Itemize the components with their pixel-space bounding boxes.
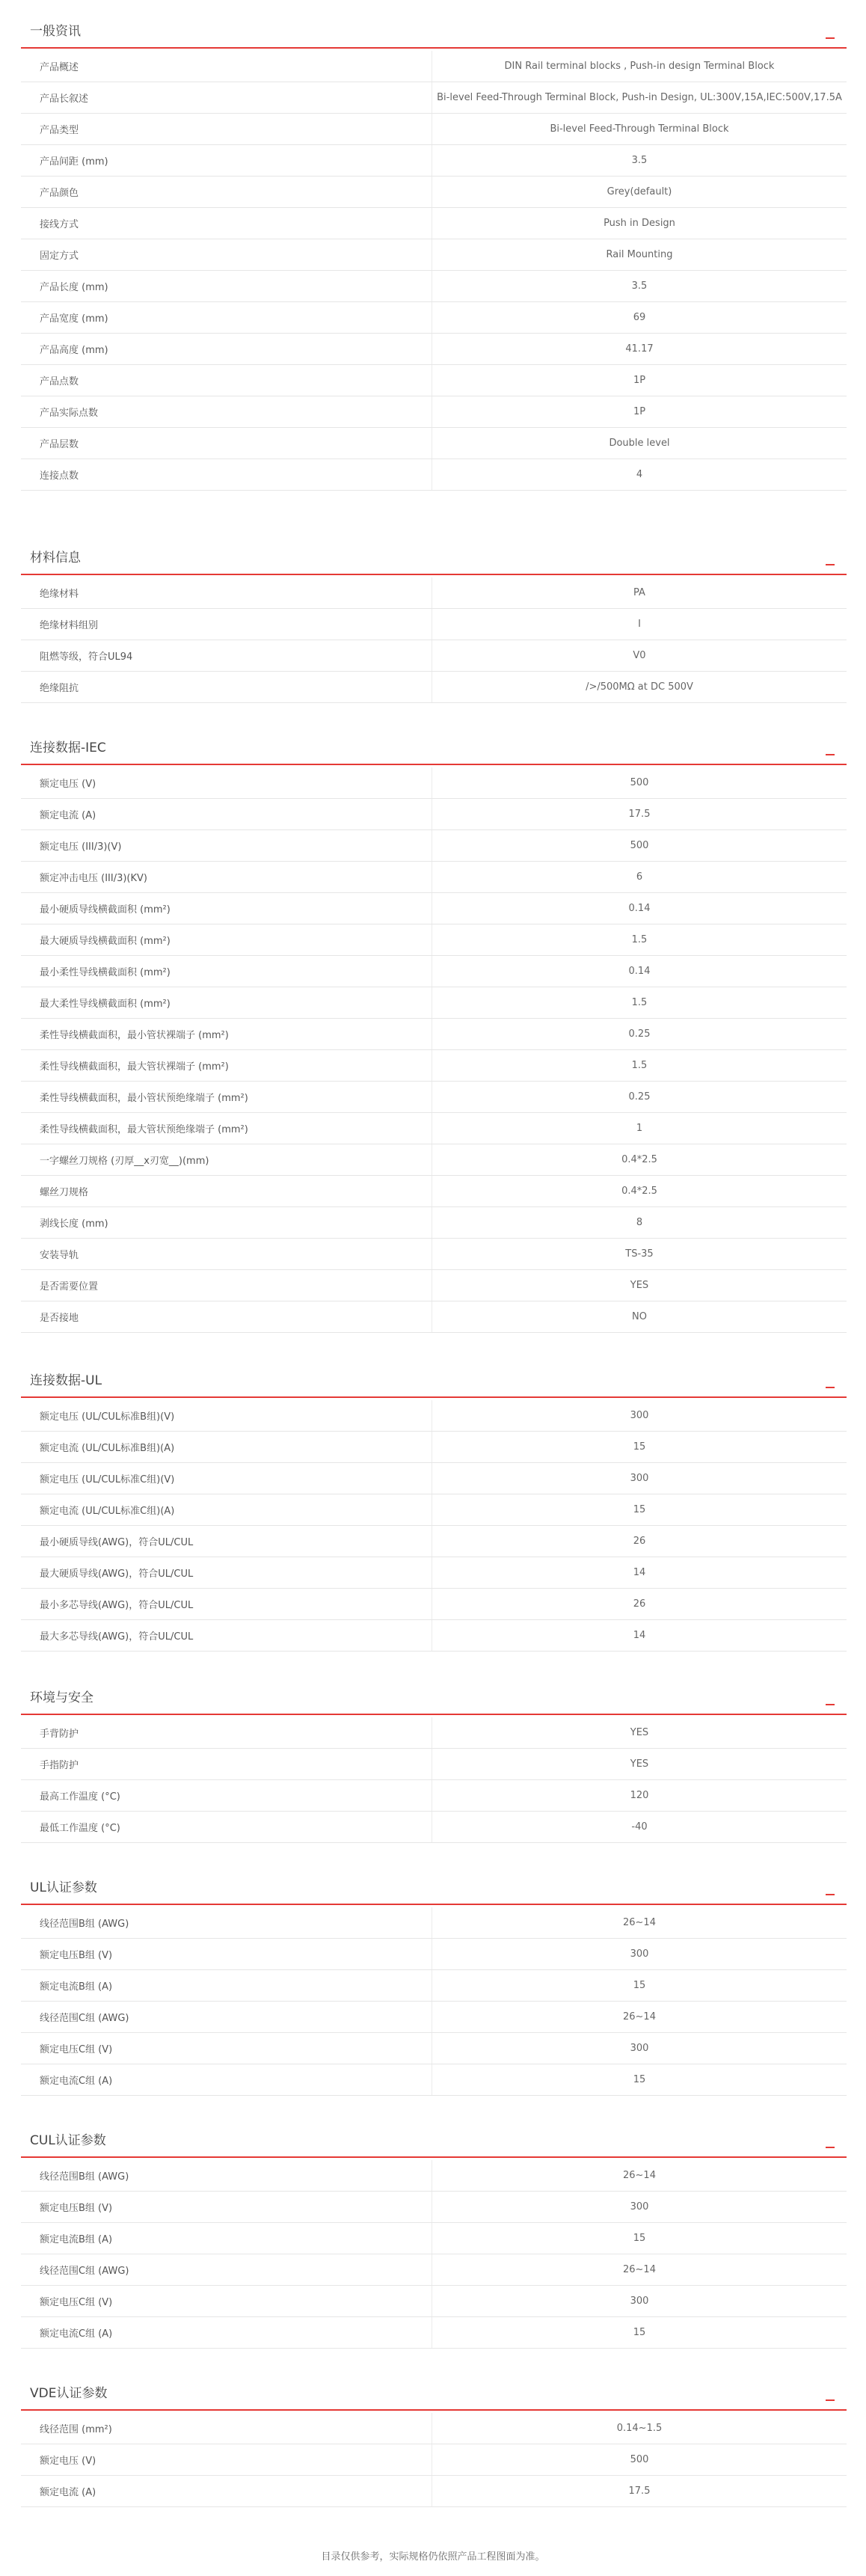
spec-label: 产品类型 <box>21 114 432 145</box>
table-row <box>21 1939 847 1970</box>
spec-label: 阻燃等级，符合UL94 <box>21 640 432 672</box>
spec-section <box>21 2377 847 2507</box>
table-row <box>21 365 847 396</box>
table-row <box>21 1019 847 1050</box>
spec-value: 26~14 <box>432 2160 847 2192</box>
table-row <box>21 1270 847 1301</box>
spec-value: Rail Mounting <box>432 239 847 271</box>
table-row <box>21 924 847 956</box>
spec-section <box>21 1871 847 2096</box>
spec-table <box>21 1717 847 1843</box>
spec-value: -40 <box>432 1812 847 1843</box>
spec-label: 固定方式 <box>21 239 432 271</box>
table-row <box>21 2064 847 2096</box>
spec-label: 最小硬质导线(AWG)，符合UL/CUL <box>21 1526 432 1557</box>
collapse-toggle-icon[interactable] <box>824 1366 838 1388</box>
section-title: 连接数据-UL <box>30 1373 102 1388</box>
spec-label: 柔性导线横截面积，最大管状预绝缘端子 (mm²) <box>21 1113 432 1144</box>
spec-value: 1.5 <box>432 987 847 1019</box>
section-header[interactable] <box>21 732 847 765</box>
spec-value: 8 <box>432 1207 847 1239</box>
collapse-toggle-icon[interactable] <box>824 1683 838 1705</box>
table-row <box>21 1207 847 1239</box>
spec-section <box>21 542 847 703</box>
table-row <box>21 145 847 177</box>
spec-label: 产品高度 (mm) <box>21 334 432 365</box>
table-row <box>21 51 847 82</box>
table-row <box>21 1970 847 2002</box>
spec-label: 额定电流C组 (A) <box>21 2317 432 2349</box>
spec-label: 额定电压C组 (V) <box>21 2286 432 2317</box>
table-row <box>21 82 847 114</box>
spec-label: 最大硬质导线(AWG)，符合UL/CUL <box>21 1557 432 1589</box>
spec-value: 0.4*2.5 <box>432 1176 847 1207</box>
spec-label: 剥线长度 (mm) <box>21 1207 432 1239</box>
table-row <box>21 2286 847 2317</box>
table-row <box>21 177 847 208</box>
spec-label: 产品层数 <box>21 428 432 459</box>
spec-value: I <box>432 609 847 640</box>
table-row <box>21 1050 847 1082</box>
section-header[interactable] <box>21 2124 847 2158</box>
spec-value: 500 <box>432 830 847 862</box>
spec-value: 17.5 <box>432 799 847 830</box>
spec-value: 14 <box>432 1620 847 1652</box>
spec-table <box>21 1907 847 2096</box>
table-row <box>21 2192 847 2223</box>
spec-value: YES <box>432 1749 847 1780</box>
table-row <box>21 1749 847 1780</box>
table-row <box>21 767 847 799</box>
spec-label: 最大硬质导线横截面积 (mm²) <box>21 924 432 956</box>
spec-table <box>21 51 847 491</box>
spec-table <box>21 577 847 703</box>
table-row <box>21 396 847 428</box>
table-row <box>21 1400 847 1432</box>
spec-label: 最低工作温度 (°C) <box>21 1812 432 1843</box>
spec-value: 15 <box>432 1970 847 2002</box>
spec-value: />/500MΩ at DC 500V <box>432 672 847 703</box>
spec-label: 安装导轨 <box>21 1239 432 1270</box>
table-row <box>21 1432 847 1463</box>
collapse-toggle-icon[interactable] <box>824 2126 838 2148</box>
spec-label: 线径范围 (mm²) <box>21 2413 432 2444</box>
spec-value: 26 <box>432 1526 847 1557</box>
spec-value: 3.5 <box>432 145 847 177</box>
table-row <box>21 459 847 491</box>
spec-value: Push in Design <box>432 208 847 239</box>
spec-label: 一字螺丝刀规格 (刃厚__x刃宽__)(mm) <box>21 1144 432 1176</box>
table-row <box>21 640 847 672</box>
spec-value: 0.25 <box>432 1019 847 1050</box>
table-row <box>21 862 847 893</box>
spec-value: 17.5 <box>432 2476 847 2507</box>
section-title: UL认证参数 <box>30 1880 97 1895</box>
table-row <box>21 302 847 334</box>
spec-label: 额定冲击电压 (III/3)(KV) <box>21 862 432 893</box>
section-header[interactable] <box>21 1871 847 1905</box>
spec-label: 线径范围B组 (AWG) <box>21 2160 432 2192</box>
spec-label: 连接点数 <box>21 459 432 491</box>
table-row <box>21 334 847 365</box>
spec-label: 额定电压 (III/3)(V) <box>21 830 432 862</box>
spec-label: 最大多芯导线(AWG)，符合UL/CUL <box>21 1620 432 1652</box>
table-row <box>21 2254 847 2286</box>
section-header[interactable] <box>21 542 847 575</box>
table-row <box>21 1301 847 1333</box>
spec-value: 69 <box>432 302 847 334</box>
table-row <box>21 271 847 302</box>
spec-label: 额定电压 (V) <box>21 2444 432 2476</box>
spec-value: 500 <box>432 767 847 799</box>
table-row <box>21 2160 847 2192</box>
spec-value: 0.4*2.5 <box>432 1144 847 1176</box>
spec-value: 3.5 <box>432 271 847 302</box>
spec-value: 300 <box>432 1463 847 1494</box>
table-row <box>21 1780 847 1812</box>
section-title: 材料信息 <box>30 551 81 565</box>
table-row <box>21 1082 847 1113</box>
spec-label: 线径范围C组 (AWG) <box>21 2254 432 2286</box>
spec-section <box>21 2124 847 2349</box>
section-header[interactable] <box>21 15 847 49</box>
table-row <box>21 830 847 862</box>
spec-label: 绝缘阻抗 <box>21 672 432 703</box>
section-header[interactable] <box>21 1681 847 1715</box>
spec-value: 41.17 <box>432 334 847 365</box>
table-row <box>21 956 847 987</box>
spec-value: NO <box>432 1301 847 1333</box>
table-row <box>21 1176 847 1207</box>
spec-value: 300 <box>432 1400 847 1432</box>
table-row <box>21 2413 847 2444</box>
spec-value: 300 <box>432 1939 847 1970</box>
spec-value: 300 <box>432 2286 847 2317</box>
spec-value: 1.5 <box>432 924 847 956</box>
table-row <box>21 1717 847 1749</box>
spec-value: 15 <box>432 2317 847 2349</box>
spec-value: V0 <box>432 640 847 672</box>
spec-section <box>21 1364 847 1652</box>
table-row <box>21 2444 847 2476</box>
spec-label: 额定电压 (UL/CUL标准B组)(V) <box>21 1400 432 1432</box>
spec-label: 额定电流B组 (A) <box>21 1970 432 2002</box>
spec-label: 接线方式 <box>21 208 432 239</box>
section-title: CUL认证参数 <box>30 2133 106 2148</box>
spec-label: 额定电压 (V) <box>21 767 432 799</box>
table-row <box>21 114 847 145</box>
table-row <box>21 2002 847 2033</box>
spec-label: 额定电流 (UL/CUL标准C组)(A) <box>21 1494 432 1526</box>
table-row <box>21 1239 847 1270</box>
spec-label: 额定电压B组 (V) <box>21 2192 432 2223</box>
spec-label: 最小多芯导线(AWG)，符合UL/CUL <box>21 1589 432 1620</box>
spec-value: Double level <box>432 428 847 459</box>
table-row <box>21 1589 847 1620</box>
table-row <box>21 2033 847 2064</box>
spec-value: TS-35 <box>432 1239 847 1270</box>
table-row <box>21 799 847 830</box>
spec-label: 手背防护 <box>21 1717 432 1749</box>
spec-value: 6 <box>432 862 847 893</box>
spec-label: 额定电流B组 (A) <box>21 2223 432 2254</box>
table-row <box>21 1144 847 1176</box>
table-row <box>21 2476 847 2507</box>
spec-value: 1 <box>432 1113 847 1144</box>
table-row <box>21 1557 847 1589</box>
spec-value: 4 <box>432 459 847 491</box>
spec-value: 300 <box>432 2033 847 2064</box>
spec-label: 额定电流C组 (A) <box>21 2064 432 2096</box>
spec-label: 额定电流 (A) <box>21 799 432 830</box>
spec-label: 产品长叙述 <box>21 82 432 114</box>
spec-label: 产品点数 <box>21 365 432 396</box>
section-header[interactable] <box>21 2377 847 2411</box>
spec-label: 手指防护 <box>21 1749 432 1780</box>
spec-value: 15 <box>432 1494 847 1526</box>
collapse-toggle-icon[interactable] <box>824 543 838 565</box>
section-title: VDE认证参数 <box>30 2386 108 2401</box>
spec-label: 额定电压B组 (V) <box>21 1939 432 1970</box>
table-row <box>21 893 847 924</box>
spec-table <box>21 767 847 1333</box>
spec-table <box>21 2160 847 2349</box>
section-title: 连接数据-IEC <box>30 740 106 755</box>
spec-value: 26~14 <box>432 1907 847 1939</box>
spec-value: Grey(default) <box>432 177 847 208</box>
table-row <box>21 1113 847 1144</box>
table-row <box>21 1907 847 1939</box>
spec-value: 15 <box>432 2223 847 2254</box>
spec-value: 120 <box>432 1780 847 1812</box>
table-row <box>21 1620 847 1652</box>
table-row <box>21 987 847 1019</box>
spec-label: 最大柔性导线横截面积 (mm²) <box>21 987 432 1019</box>
spec-value: 500 <box>432 2444 847 2476</box>
spec-value: DIN Rail terminal blocks , Push-in design Terminal Block <box>432 51 847 82</box>
spec-label: 产品实际点数 <box>21 396 432 428</box>
spec-section <box>21 732 847 1333</box>
table-row <box>21 577 847 609</box>
spec-label: 柔性导线横截面积，最小管状裸端子 (mm²) <box>21 1019 432 1050</box>
spec-label: 额定电压C组 (V) <box>21 2033 432 2064</box>
spec-section <box>21 1681 847 1843</box>
collapse-toggle-icon[interactable] <box>824 1873 838 1895</box>
spec-value: 1P <box>432 396 847 428</box>
spec-section <box>21 15 847 491</box>
spec-value: 15 <box>432 1432 847 1463</box>
spec-value: 26~14 <box>432 2254 847 2286</box>
table-row <box>21 208 847 239</box>
footer-note: 目录仅供参考，实际规格仍依照产品工程图面为准。 <box>321 2551 545 2563</box>
spec-label: 最小硬质导线横截面积 (mm²) <box>21 893 432 924</box>
spec-value: 14 <box>432 1557 847 1589</box>
collapse-toggle-icon[interactable] <box>824 16 838 39</box>
table-row <box>21 1463 847 1494</box>
spec-label: 螺丝刀规格 <box>21 1176 432 1207</box>
collapse-toggle-icon[interactable] <box>824 2379 838 2401</box>
spec-table <box>21 2413 847 2507</box>
spec-value: PA <box>432 577 847 609</box>
table-row <box>21 1494 847 1526</box>
section-title: 环境与安全 <box>30 1690 93 1705</box>
spec-value: 1.5 <box>432 1050 847 1082</box>
spec-label: 产品颜色 <box>21 177 432 208</box>
table-row <box>21 428 847 459</box>
spec-value: 0.14~1.5 <box>432 2413 847 2444</box>
spec-value: 0.25 <box>432 1082 847 1113</box>
spec-label: 是否接地 <box>21 1301 432 1333</box>
table-row <box>21 1812 847 1843</box>
spec-table <box>21 1400 847 1652</box>
spec-label: 柔性导线横截面积，最大管状裸端子 (mm²) <box>21 1050 432 1082</box>
spec-label: 线径范围B组 (AWG) <box>21 1907 432 1939</box>
spec-label: 额定电流 (UL/CUL标准B组)(A) <box>21 1432 432 1463</box>
spec-label: 绝缘材料组别 <box>21 609 432 640</box>
spec-value: YES <box>432 1270 847 1301</box>
spec-label: 产品长度 (mm) <box>21 271 432 302</box>
spec-value: 26~14 <box>432 2002 847 2033</box>
spec-label: 产品概述 <box>21 51 432 82</box>
table-row <box>21 239 847 271</box>
section-header[interactable] <box>21 1364 847 1398</box>
spec-label: 产品宽度 (mm) <box>21 302 432 334</box>
spec-value: YES <box>432 1717 847 1749</box>
spec-label: 产品间距 (mm) <box>21 145 432 177</box>
spec-label: 最小柔性导线横截面积 (mm²) <box>21 956 432 987</box>
spec-label: 柔性导线横截面积，最小管状预绝缘端子 (mm²) <box>21 1082 432 1113</box>
table-row <box>21 2223 847 2254</box>
spec-value: 0.14 <box>432 893 847 924</box>
table-row <box>21 672 847 703</box>
spec-value: 300 <box>432 2192 847 2223</box>
table-row <box>21 2317 847 2349</box>
spec-label: 额定电压 (UL/CUL标准C组)(V) <box>21 1463 432 1494</box>
spec-value: 15 <box>432 2064 847 2096</box>
spec-label: 额定电流 (A) <box>21 2476 432 2507</box>
table-row <box>21 609 847 640</box>
spec-label: 线径范围C组 (AWG) <box>21 2002 432 2033</box>
table-row <box>21 1526 847 1557</box>
spec-label: 是否需要位置 <box>21 1270 432 1301</box>
spec-label: 绝缘材料 <box>21 577 432 609</box>
spec-value: 26 <box>432 1589 847 1620</box>
spec-value: 0.14 <box>432 956 847 987</box>
section-title: 一般资讯 <box>30 24 81 39</box>
spec-label: 最高工作温度 (°C) <box>21 1780 432 1812</box>
collapse-toggle-icon[interactable] <box>824 733 838 755</box>
spec-value: Bi-level Feed-Through Terminal Block, Push-in Design, UL:300V,15A,IEC:500V,17.5A <box>432 82 847 114</box>
spec-value: 1P <box>432 365 847 396</box>
spec-value: Bi-level Feed-Through Terminal Block <box>432 114 847 145</box>
